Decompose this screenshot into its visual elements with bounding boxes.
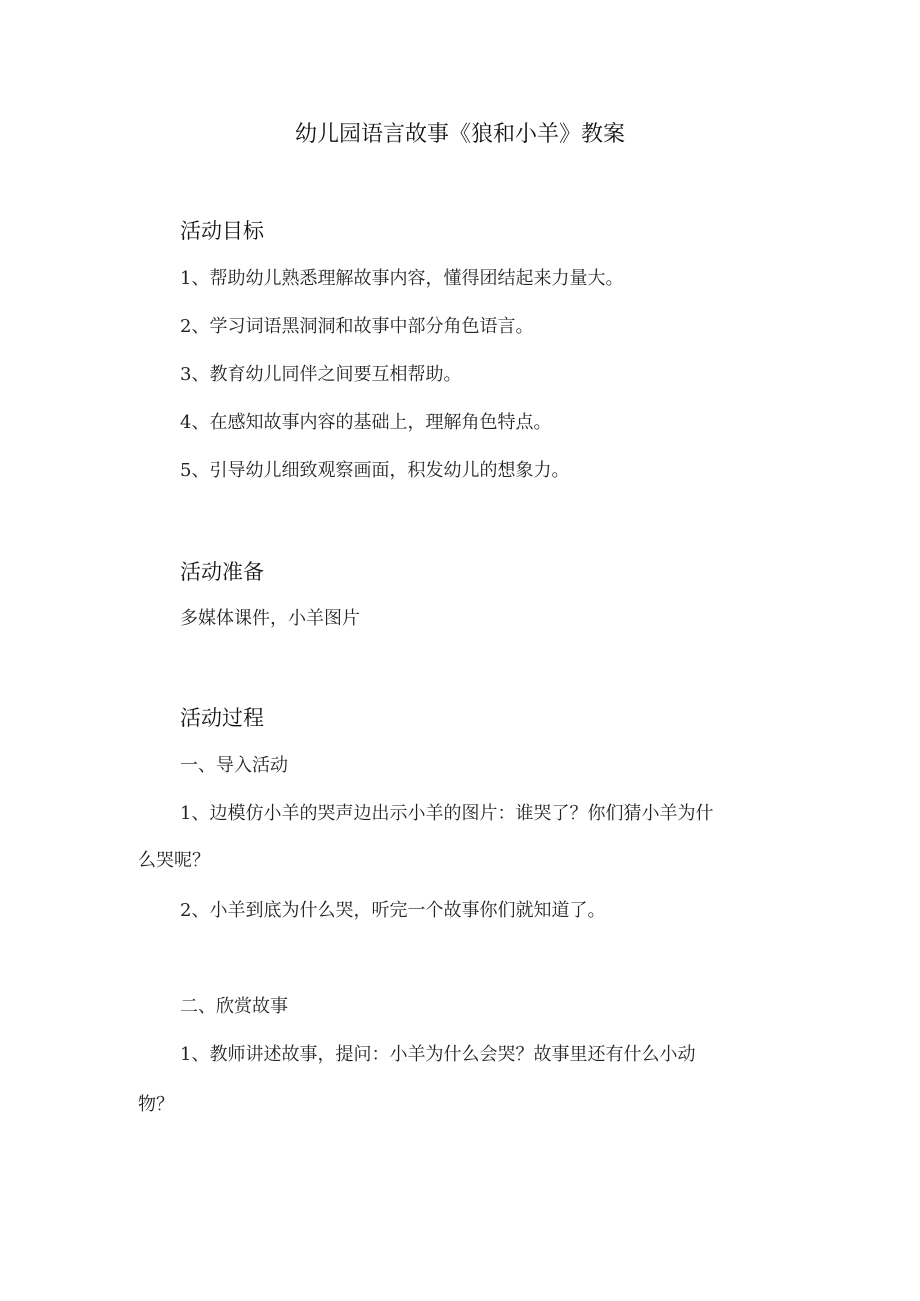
process-part1-item1-line1: 1、边模仿小羊的哭声边出示小羊的图片：谁哭了？你们猜小羊为什 (180, 803, 714, 824)
goal-item-1: 1、帮助幼儿熟悉理解故事内容，懂得团结起来力量大。 (180, 268, 624, 289)
goal-item-3: 3、教育幼儿同伴之间要互相帮助。 (180, 364, 462, 385)
process-part2-title: 二、欣赏故事 (180, 996, 288, 1017)
goal-item-5: 5、引导幼儿细致观察画面，积发幼儿的想象力。 (180, 460, 570, 481)
process-part1-title: 一、导入活动 (180, 755, 288, 776)
section-heading-goals: 活动目标 (180, 219, 264, 243)
goal-item-4: 4、在感知故事内容的基础上，理解角色特点。 (180, 412, 552, 433)
goal-item-2: 2、学习词语黑洞洞和故事中部分角色语言。 (180, 316, 534, 337)
process-part2-item1-line1: 1、教师讲述故事，提问：小羊为什么会哭？故事里还有什么小动 (180, 1044, 696, 1065)
section-heading-process: 活动过程 (180, 706, 264, 730)
process-part2-item1-line2: 物？ (138, 1094, 174, 1115)
preparation-text: 多媒体课件，小羊图片 (180, 608, 360, 629)
document-title: 幼儿园语言故事《狼和小羊》教案 (294, 122, 625, 147)
process-part1-item1-line2: 么哭呢？ (138, 850, 210, 871)
process-part1-item2: 2、小羊到底为什么哭，听完一个故事你们就知道了。 (180, 900, 606, 921)
section-heading-preparation: 活动准备 (180, 560, 264, 584)
